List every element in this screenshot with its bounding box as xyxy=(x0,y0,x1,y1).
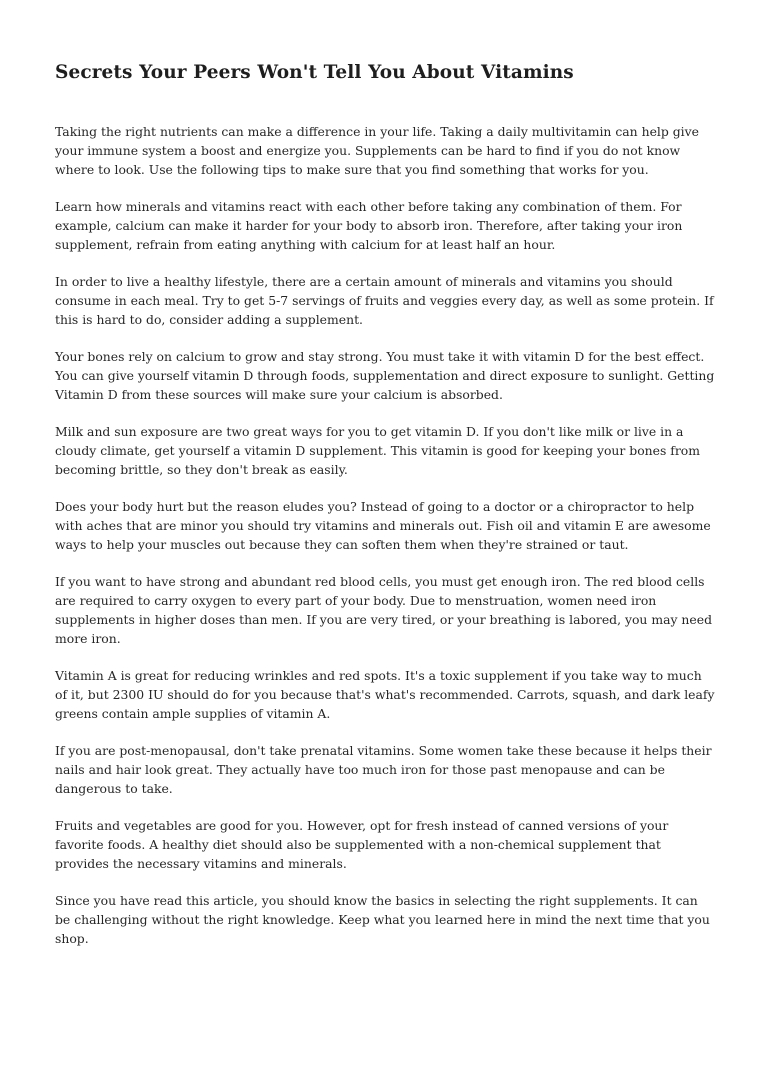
paragraph-7: If you want to have strong and abundant red blood cells, you must get enough iron. The red blood cells are required to carry oxygen to every part of your body. Due to menstruation, women need iron supplements in higher doses than men. If you are very tired, or your breathing is labored, you may need more iron. xyxy=(55,574,713,646)
paragraph-11: Since you have read this article, you should know the basics in selecting the right supplements. It can be challenging without the right knowledge. Keep what you learned here in mind the next time that you shop. xyxy=(55,893,710,946)
paragraph-9: If you are post-menopausal, don't take prenatal vitamins. Some women take these because it helps their nails and hair look great. They actually have too much iron for those past menopause and can be dangerous to take. xyxy=(55,743,712,796)
paragraph-6: Does your body hurt but the reason eludes you? Instead of going to a doctor or a chiropractor to help with aches that are minor you should try vitamins and minerals out. Fish oil and vitamin E are awesome ways to help your muscles out because they can soften them when they're strained or taut. xyxy=(55,499,711,552)
document-page xyxy=(55,58,715,966)
paragraph-1: Taking the right nutrients can make a difference in your life. Taking a daily multivitamin can help give your immune system a boost and energize you. Supplements can be hard to find if you do not know where to look. Use the following tips to make sure that you find something that works for you. xyxy=(55,124,699,177)
paragraph-2: Learn how minerals and vitamins react with each other before taking any combination of them. For example, calcium can make it harder for your body to absorb iron. Therefore, after taking your iron supplement, refrain from eating anything with calcium for at least half an hour. xyxy=(55,199,683,252)
paragraph-4: Your bones rely on calcium to grow and stay strong. You must take it with vitamin D for the best effect. You can give yourself vitamin D through foods, supplementation and direct exposure to sunlight. Getting Vitamin D from these sources will make sure your calcium is absorbed. xyxy=(55,349,715,402)
paragraph-3: In order to live a healthy lifestyle, there are a certain amount of minerals and vitamins you should consume in each meal. Try to get 5-7 servings of fruits and veggies every day, as well as some protein. If this is hard to do, consider adding a supplement. xyxy=(55,274,714,327)
page-title: Secrets Your Peers Won't Tell You About Vitamins xyxy=(55,62,574,83)
paragraph-8: Vitamin A is great for reducing wrinkles and red spots. It's a toxic supplement if you take way to much of it, but 2300 IU should do for you because that's what's recommended. Carrots, squash, and dark leafy greens contain ample supplies of vitamin A. xyxy=(55,668,715,721)
paragraph-5: Milk and sun exposure are two great ways for you to get vitamin D. If you don't like milk or live in a cloudy climate, get yourself a vitamin D supplement. This vitamin is good for keeping your bones from becoming brittle, so they don't break as easily. xyxy=(55,424,700,477)
paragraph-10: Fruits and vegetables are good for you. However, opt for fresh instead of canned versions of your favorite foods. A healthy diet should also be supplemented with a non-chemical supplement that provides the necessary vitamins and minerals. xyxy=(55,818,669,871)
